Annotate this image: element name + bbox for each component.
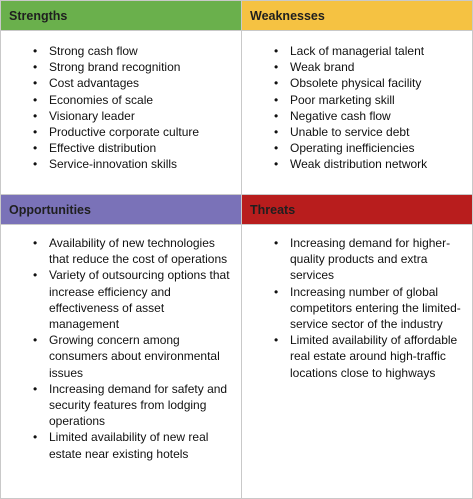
list-item: • Increasing number of global competitors entering the limited-service sector of the industry (272, 284, 467, 333)
threats-list (272, 235, 467, 381)
opportunities-header (1, 195, 241, 225)
list-item: • Availability of new technologies that reduce the cost of operations (31, 235, 236, 267)
list-item: • Weak distribution network (272, 156, 467, 172)
strengths-title: Strengths (9, 9, 68, 23)
list-item: • Limited availability of affordable real estate around high-traffic locations close to highways (272, 332, 467, 381)
strengths-header (1, 1, 241, 31)
opportunities-title: Opportunities (9, 203, 91, 217)
list-item: • Effective distribution (31, 140, 236, 156)
list-item: • Strong cash flow (31, 43, 236, 59)
threats-title: Threats (250, 203, 296, 217)
weaknesses-list (272, 43, 467, 173)
weaknesses-header (242, 1, 472, 31)
list-item: • Limited availability of new real estate near existing hotels (31, 429, 236, 461)
list-item: • Visionary leader (31, 108, 236, 124)
opportunities-list (31, 235, 236, 462)
weaknesses-title: Weaknesses (250, 9, 325, 23)
list-item: • Variety of outsourcing options that increase efficiency and effectiveness of asset management (31, 267, 236, 332)
list-item: • Weak brand (272, 59, 467, 75)
list-item: • Lack of managerial talent (272, 43, 467, 59)
vertical-divider (241, 1, 242, 498)
list-item: • Productive corporate culture (31, 124, 236, 140)
list-item: • Growing concern among consumers about environmental issues (31, 332, 236, 381)
list-item: • Operating inefficiencies (272, 140, 467, 156)
list-item: • Strong brand recognition (31, 59, 236, 75)
list-item: • Negative cash flow (272, 108, 467, 124)
list-item: • Increasing demand for higher-quality products and extra services (272, 235, 467, 284)
list-item: • Economies of scale (31, 92, 236, 108)
list-item: • Poor marketing skill (272, 92, 467, 108)
threats-header (242, 195, 472, 225)
list-item: • Obsolete physical facility (272, 75, 467, 91)
list-item: • Service-innovation skills (31, 156, 236, 172)
list-item: • Increasing demand for safety and security features from lodging operations (31, 381, 236, 430)
list-item: • Unable to service debt (272, 124, 467, 140)
strengths-list (31, 43, 236, 173)
list-item: • Cost advantages (31, 75, 236, 91)
